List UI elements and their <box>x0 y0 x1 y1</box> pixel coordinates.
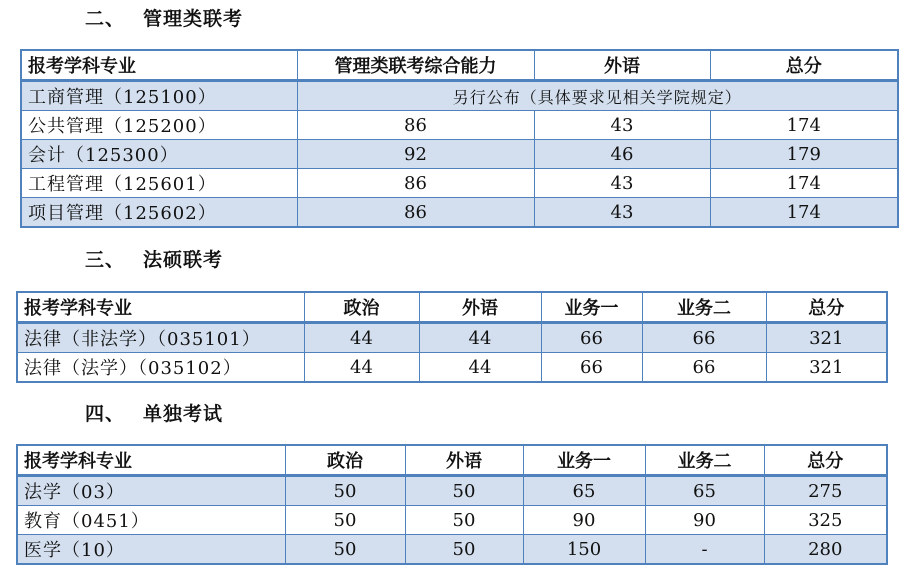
cell-score: 50 <box>285 506 405 535</box>
cell-score: 66 <box>642 353 766 383</box>
table-header-row <box>17 445 887 476</box>
table-row <box>17 506 887 535</box>
cell-total: 174 <box>710 111 898 140</box>
cell-major: 法律（法学）（035102） <box>17 353 304 383</box>
cell-major: 教育（0451） <box>17 506 285 535</box>
cell-score: 44 <box>304 353 419 383</box>
cell-score: 44 <box>419 323 541 353</box>
cell-score: 43 <box>534 169 710 198</box>
independent-exam-table <box>16 444 888 565</box>
table-row <box>17 476 887 506</box>
section-number: 三、 <box>85 249 126 271</box>
cell-total: 280 <box>764 535 887 565</box>
cell-major: 工程管理（125601） <box>21 169 297 198</box>
table-header-row <box>21 50 898 81</box>
cell-note: 另行公布（具体要求见相关学院规定） <box>297 81 898 111</box>
law-exam-table <box>16 291 888 383</box>
header-subject-one: 业务一 <box>541 292 642 323</box>
cell-major: 项目管理（125602） <box>21 198 297 228</box>
cell-score: 46 <box>534 140 710 169</box>
cell-major: 法律（非法学）（035101） <box>17 323 304 353</box>
table-row <box>17 535 887 565</box>
table-header-row <box>17 292 887 323</box>
cell-score: 90 <box>645 506 764 535</box>
header-foreign-language: 外语 <box>419 292 541 323</box>
section-title: 管理类联考 <box>143 8 244 30</box>
header-foreign-language: 外语 <box>405 445 523 476</box>
cell-total: 325 <box>764 506 887 535</box>
cell-major: 医学（10） <box>17 535 285 565</box>
table-row <box>21 140 898 169</box>
cell-score: - <box>645 535 764 565</box>
header-politics: 政治 <box>304 292 419 323</box>
table-row <box>17 323 887 353</box>
cell-score: 66 <box>642 323 766 353</box>
cell-score: 50 <box>405 506 523 535</box>
cell-score: 90 <box>523 506 645 535</box>
section-title: 单独考试 <box>143 403 224 425</box>
section-heading-law <box>85 245 223 272</box>
section-number: 四、 <box>85 403 126 425</box>
table-row <box>17 353 887 383</box>
header-total: 总分 <box>710 50 898 81</box>
header-subject-two: 业务二 <box>645 445 764 476</box>
management-exam-table <box>20 49 899 228</box>
header-subject-two: 业务二 <box>642 292 766 323</box>
header-total: 总分 <box>764 445 887 476</box>
cell-score: 92 <box>297 140 534 169</box>
cell-score: 65 <box>645 476 764 506</box>
cell-total: 174 <box>710 169 898 198</box>
header-total: 总分 <box>766 292 887 323</box>
cell-total: 179 <box>710 140 898 169</box>
section-title: 法硕联考 <box>143 249 224 271</box>
cell-major: 会计（125300） <box>21 140 297 169</box>
section-number: 二、 <box>85 8 126 30</box>
section-heading-independent <box>85 399 223 426</box>
cell-score: 150 <box>523 535 645 565</box>
cell-score: 66 <box>541 323 642 353</box>
table-row <box>21 169 898 198</box>
header-subject-one: 业务一 <box>523 445 645 476</box>
cell-score: 50 <box>285 535 405 565</box>
cell-total: 174 <box>710 198 898 228</box>
header-major: 报考学科专业 <box>17 292 304 323</box>
cell-score: 86 <box>297 198 534 228</box>
header-foreign-language: 外语 <box>534 50 710 81</box>
cell-score: 50 <box>405 535 523 565</box>
cell-score: 43 <box>534 111 710 140</box>
cell-total: 321 <box>766 353 887 383</box>
cell-score: 66 <box>541 353 642 383</box>
cell-total: 321 <box>766 323 887 353</box>
cell-score: 86 <box>297 169 534 198</box>
table-row <box>21 81 898 111</box>
header-major: 报考学科专业 <box>17 445 285 476</box>
cell-score: 43 <box>534 198 710 228</box>
header-comprehensive: 管理类联考综合能力 <box>297 50 534 81</box>
cell-score: 50 <box>405 476 523 506</box>
cell-major: 公共管理（125200） <box>21 111 297 140</box>
cell-major: 工商管理（125100） <box>21 81 297 111</box>
cell-total: 275 <box>764 476 887 506</box>
cell-major: 法学（03） <box>17 476 285 506</box>
header-politics: 政治 <box>285 445 405 476</box>
section-heading-management <box>85 4 243 31</box>
cell-score: 65 <box>523 476 645 506</box>
cell-score: 50 <box>285 476 405 506</box>
table-row <box>21 111 898 140</box>
cell-score: 44 <box>419 353 541 383</box>
header-major: 报考学科专业 <box>21 50 297 81</box>
cell-score: 44 <box>304 323 419 353</box>
cell-score: 86 <box>297 111 534 140</box>
table-row <box>21 198 898 228</box>
